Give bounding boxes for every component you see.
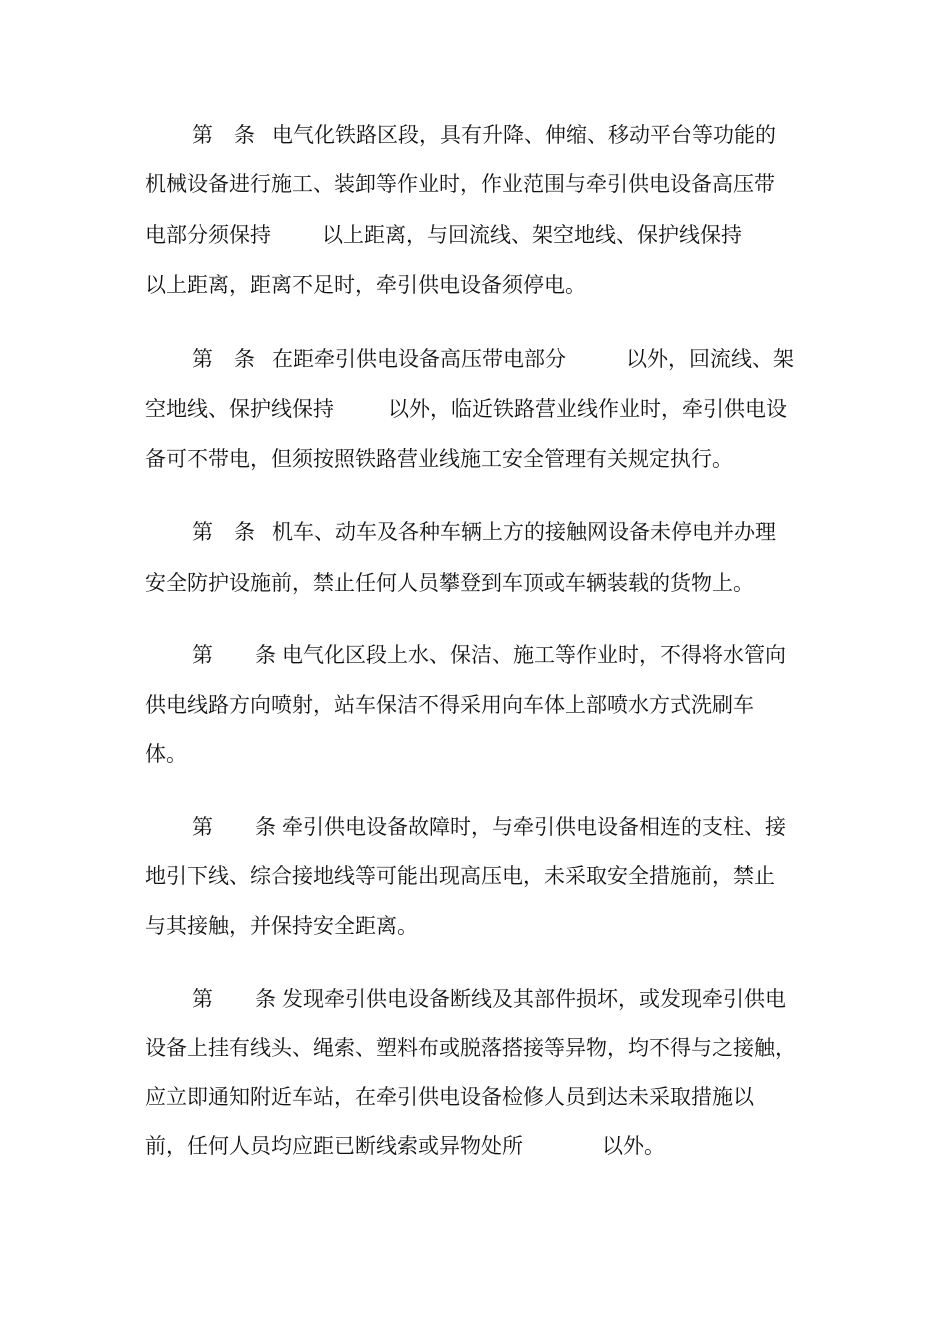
article-number: 第 条: [192, 347, 255, 371]
article-4-line-1: [0, 638, 950, 672]
article-text: 发现牵引供电设备断线及其部件损坏，或发现牵引供电: [282, 987, 786, 1011]
article-text: 空地线、保护线保持: [145, 397, 334, 421]
article-text: 机械设备进行施工、装卸等作业时，作业范围与牵引供电设备高压带: [145, 172, 775, 196]
article-1-line-3: [0, 218, 950, 252]
article-text: 以上距离，与回流线、架空地线、保护线保持: [322, 223, 742, 247]
article-text: 电部分须保持: [145, 223, 271, 247]
article-text: 牵引供电设备故障时，与牵引供电设备相连的支柱、接: [282, 815, 786, 839]
article-text: 供电线路方向喷射，站车保洁不得采用向车体上部喷水方式洗刷车: [145, 693, 754, 717]
article-2-line-2: [0, 392, 950, 426]
article-4-line-3: [0, 737, 950, 771]
article-number: 第 条: [192, 987, 276, 1011]
article-1-line-4: [0, 268, 950, 302]
article-text: 在距牵引供电设备高压带电部分: [272, 347, 566, 371]
article-text: 地引下线、综合接地线等可能出现高压电，未采取安全措施前，禁止: [145, 864, 775, 888]
article-6-line-4: [0, 1129, 950, 1163]
article-text: 前，任何人员均应距已断线索或异物处所: [145, 1134, 523, 1158]
article-text: 与其接触，并保持安全距离。: [145, 914, 418, 938]
article-text: 以上距离，距离不足时，牵引供电设备须停电。: [145, 273, 586, 297]
article-5-line-3: [0, 909, 950, 943]
article-text: 安全防护设施前，禁止任何人员攀登到车顶或车辆装载的货物上。: [145, 571, 754, 595]
article-6-line-2: [0, 1031, 950, 1065]
article-number: 第 条: [192, 520, 255, 544]
article-number: 第 条: [192, 815, 276, 839]
article-3-line-1: [0, 515, 950, 549]
article-1-line-1: [0, 118, 950, 152]
article-text: 以外，临近铁路营业线作业时，牵引供电设: [388, 397, 787, 421]
article-2-line-3: [0, 442, 950, 476]
article-number: 第 条: [192, 643, 276, 667]
article-1-line-2: [0, 167, 950, 201]
article-text: 以外，回流线、架: [626, 347, 794, 371]
article-number: 第 条: [192, 123, 255, 147]
article-5-line-1: [0, 810, 950, 844]
article-6-line-1: [0, 982, 950, 1016]
article-5-line-2: [0, 859, 950, 893]
article-text: 应立即通知附近车站，在牵引供电设备检修人员到达未采取措施以: [145, 1085, 754, 1109]
article-text: 备可不带电，但须按照铁路营业线施工安全管理有关规定执行。: [145, 447, 733, 471]
article-text: 电气化区段上水、保洁、施工等作业时，不得将水管向: [282, 643, 786, 667]
article-3-line-2: [0, 566, 950, 600]
article-4-line-2: [0, 688, 950, 722]
article-6-line-3: [0, 1080, 950, 1114]
article-2-line-1: [0, 342, 950, 376]
article-text: 机车、动车及各种车辆上方的接触网设备未停电并办理: [272, 520, 776, 544]
article-text: 电气化铁路区段，具有升降、伸缩、移动平台等功能的: [272, 123, 776, 147]
article-text: 以外。: [602, 1134, 665, 1158]
article-text: 体。: [145, 742, 187, 766]
article-text: 设备上挂有线头、绳索、塑料布或脱落搭接等异物，均不得与之接触，: [145, 1036, 796, 1060]
